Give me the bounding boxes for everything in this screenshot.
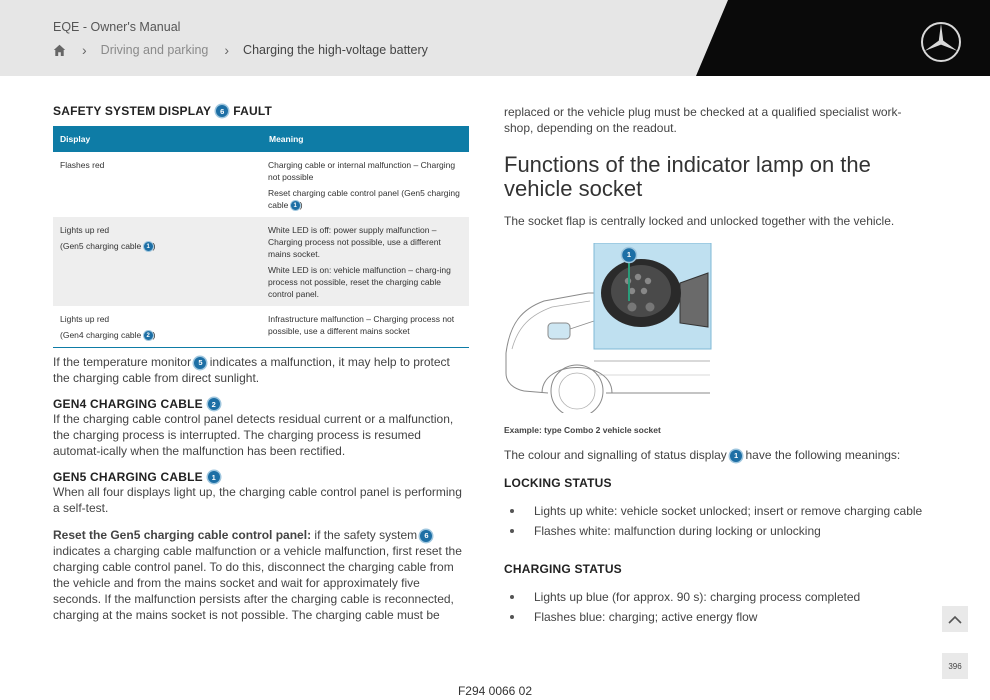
callout-badge: 1: [626, 250, 632, 259]
callout-badge: 6: [420, 530, 432, 542]
table-cell-meaning: Charging cable or internal malfunction – Charging not possible Reset charging cable control panel (Gen5 charging cable 1 ): [268, 160, 460, 210]
gen4-heading: GEN4 CHARGING CABLE 2: [53, 397, 469, 411]
table-cell-meaning: Infrastructure malfunction – Charging process not possible, use a different mains socket: [261, 306, 469, 348]
callout-badge: 5: [194, 357, 206, 369]
chevron-up-icon: [948, 615, 962, 624]
safety-system-heading: SAFETY SYSTEM DISPLAY 6 FAULT: [53, 104, 273, 118]
table-header-display: Display: [53, 126, 261, 152]
locking-status-list: [504, 503, 924, 539]
temperature-monitor-text: If the temperature monitor 5 indicates a malfunction, it may help to protect the charging cable from direct sunlight.: [53, 355, 450, 385]
header-brand-panel: [0, 0, 990, 76]
page-number: 396: [942, 653, 968, 679]
table-row: [53, 152, 469, 217]
locking-status-heading: LOCKING STATUS: [504, 476, 612, 490]
home-icon[interactable]: [53, 44, 66, 57]
charging-status-list: [504, 589, 924, 625]
continued-text: replaced or the vehicle plug must be checked at a qualified specialist work-shop, depending on the readout.: [504, 105, 902, 135]
table-row: [53, 306, 469, 348]
table-cell-display: Flashes red: [60, 160, 105, 170]
vehicle-socket-figure: [504, 243, 714, 413]
list-item: Lights up blue (for approx. 90 s): charging process completed: [504, 589, 924, 605]
scroll-to-top-button[interactable]: [942, 606, 968, 632]
socket-flap-text: The socket flap is centrally locked and unlocked together with the vehicle.: [504, 214, 895, 228]
figure-caption: Example: type Combo 2 vehicle socket: [504, 425, 661, 435]
list-item: Lights up white: vehicle socket unlocked; insert or remove charging cable: [504, 503, 924, 519]
table-cell-meaning: White LED is off: power supply malfunction – Charging process not possible, use a different mains socket. White LED is on: vehicle malfunction – charg-ing process not possible, reset the charging cable control panel.: [261, 217, 469, 306]
reset-instructions: Reset the Gen5 charging cable control panel: if the safety system 6 indicates a charging cable malfunction or a vehicle malfunction, first reset the charging cable control panel. To do this, disconnect the charging cable from the vehicle and from the mains socket and wait for approximately five seconds. If the malfunction persists after the charging cable is reconnected, charging at the mains socket is not possible. The charging cable must be: [53, 528, 462, 622]
callout-badge: 2: [208, 398, 220, 410]
manual-title: EQE - Owner's Manual: [53, 20, 181, 34]
list-item: Flashes white: malfunction during locking or unlocking: [504, 523, 924, 539]
functions-heading: Functions of the indicator lamp on the vehicle socket: [504, 152, 871, 201]
list-item: Flashes blue: charging; active energy flow: [504, 609, 924, 625]
chevron-right-icon: ›: [82, 42, 87, 58]
callout-badge: 6: [216, 105, 228, 117]
callout-badge: 1: [208, 471, 220, 483]
gen5-text: When all four displays light up, the charging cable control panel is performing a self-test.: [53, 485, 462, 515]
charging-status-heading: CHARGING STATUS: [504, 562, 622, 576]
breadcrumb-item-current: Charging the high-voltage battery: [243, 43, 428, 57]
callout-badge: 1: [291, 201, 300, 210]
left-column: [53, 104, 469, 623]
chevron-right-icon: ›: [224, 42, 230, 58]
right-column: [504, 104, 924, 629]
document-code: F294 0066 02: [457, 684, 533, 698]
callout-badge: 1: [730, 450, 742, 462]
colour-signalling-text: The colour and signalling of status display 1 have the following meanings:: [504, 448, 901, 462]
table-cell-display: Lights up red (Gen5 charging cable 1 ): [53, 217, 261, 306]
table-row: [53, 217, 469, 306]
gen4-text: If the charging cable control panel detects residual current or a malfunction, the charging process is interrupted. The charging process is resumed automat-ically when the malfunction has been rectified.: [53, 412, 454, 458]
callout-badge: 1: [144, 242, 153, 251]
table-header-meaning: Meaning: [261, 126, 469, 152]
table-cell-display: Lights up red (Gen4 charging cable 2 ): [53, 306, 261, 348]
gen5-heading: GEN5 CHARGING CABLE 1: [53, 470, 469, 484]
safety-display-table: [53, 126, 469, 348]
mercedes-star-logo[interactable]: [920, 21, 962, 63]
vehicle-socket-illustration: [504, 243, 714, 413]
page-header: [0, 0, 990, 76]
breadcrumb: [53, 42, 428, 58]
breadcrumb-item-driving[interactable]: Driving and parking: [100, 43, 209, 57]
callout-badge: 2: [144, 331, 153, 340]
